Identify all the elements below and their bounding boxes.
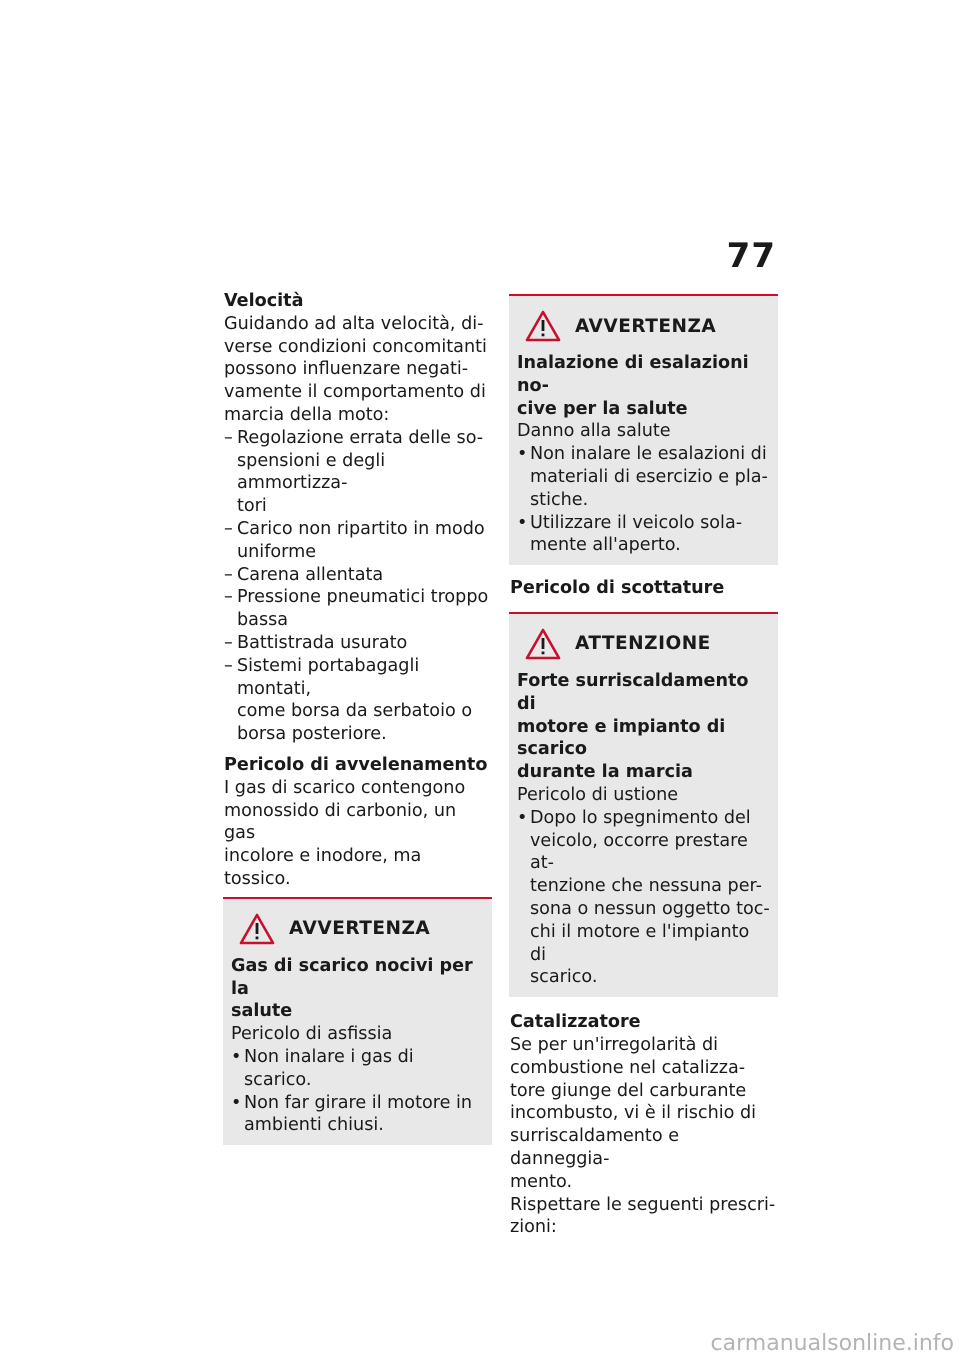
bullet-line: sona o nessun oggetto toc- [530, 898, 770, 919]
text-line: possono influenzare negati- [224, 359, 469, 380]
left-column [224, 290, 492, 1145]
list-item [224, 655, 492, 746]
text-line: monossido di carbonio, un gas [224, 800, 457, 844]
text-line: tore giunge del carburante [510, 1080, 747, 1101]
bullet-line: scarico. [530, 967, 598, 988]
speed-heading: Velocità [224, 291, 304, 311]
catalyst-text [510, 1034, 778, 1194]
caution-title-line: motore e impianto di scarico [517, 716, 726, 760]
text-line: verse condizioni concomitanti [224, 336, 487, 357]
warning-title-line: cive per la salute [517, 398, 688, 419]
text-line: mento. [510, 1171, 573, 1192]
list-line: – Carico non ripartito in modo [224, 518, 492, 541]
text-line: vamente il comportamento di [224, 382, 486, 403]
catalyst-heading: Catalizzatore [510, 1012, 641, 1033]
speed-text [224, 313, 492, 427]
list-line: come borsa da serbatoio o [237, 701, 473, 722]
text-line: incombusto, vi è il rischio di [510, 1103, 757, 1124]
bullet-line: • Utilizzare il veicolo sola- [517, 512, 770, 535]
warning-subtitle: Danno alla salute [517, 421, 671, 442]
warning-box-exhaust [223, 897, 492, 1145]
text-line: I gas di scarico contengono [224, 777, 466, 798]
poison-text [224, 777, 492, 891]
caution-title-line: durante la marcia [517, 762, 693, 783]
bullet-line: • Non far girare il motore in [231, 1092, 484, 1115]
caution-title-line: Forte surriscaldamento di [517, 670, 749, 714]
list-item [224, 586, 492, 632]
watermark-link[interactable]: carmanualsonline.info [710, 1331, 954, 1356]
burn-heading: Pericolo di scottature [510, 578, 725, 599]
warning-triangle-icon [525, 310, 561, 342]
poison-heading: Pericolo di avvelenamento [224, 754, 488, 775]
list-item [224, 518, 492, 564]
list-item [224, 632, 492, 655]
list-line: bassa [237, 610, 289, 631]
bullet-line: • Non inalare i gas di scarico. [231, 1046, 484, 1092]
text-line: combustione nel catalizza- [510, 1057, 746, 1078]
caution-box-heat [509, 612, 778, 997]
bullet-line: stiche. [530, 489, 589, 510]
warning-box-fumes [509, 294, 778, 565]
bullet-line: • Dopo lo spegnimento del [517, 807, 770, 830]
text-line: marcia della moto: [224, 404, 390, 425]
list-item [224, 564, 492, 587]
list-item [224, 427, 492, 518]
warning-title-line: salute [231, 1001, 293, 1022]
right-column [510, 294, 778, 1239]
bullet-line: mente all'aperto. [530, 535, 681, 556]
warning-triangle-icon [525, 628, 561, 660]
warning-label: AVVERTENZA [289, 918, 431, 940]
list-line: – Regolazione errata delle so- [224, 427, 492, 450]
list-line: tori [237, 496, 267, 517]
bullet-line: ambienti chiusi. [244, 1115, 384, 1136]
warning-triangle-icon [239, 913, 275, 945]
list-line: spensioni e degli ammortizza- [237, 450, 386, 494]
rules-text [510, 1194, 778, 1240]
speed-list [224, 427, 492, 746]
list-line: – Battistrada usurato [224, 632, 492, 655]
bullet-line: veicolo, occorre prestare at- [530, 830, 748, 874]
warning-title-line: Gas di scarico nocivi per la [231, 955, 473, 999]
text-line: Rispettare le seguenti prescri- [510, 1194, 776, 1215]
caution-subtitle: Pericolo di ustione [517, 784, 679, 805]
text-line: incolore e inodore, ma tossico. [224, 846, 422, 889]
bullet-line: tenzione che nessuna per- [530, 876, 762, 897]
list-line: – Carena allentata [224, 564, 492, 587]
text-line: Se per un'irregolarità di [510, 1034, 719, 1055]
bullet-line: • Non inalare le esalazioni di [517, 443, 770, 466]
list-line: borsa posteriore. [237, 724, 387, 745]
warning-subtitle: Pericolo di asfissia [231, 1024, 393, 1045]
bullet-line: materiali di esercizio e pla- [530, 466, 768, 487]
text-line: surriscaldamento e danneggia- [510, 1126, 680, 1169]
page-number: 77 [726, 236, 776, 276]
bullet-line: chi il motore e l'impianto di [530, 921, 750, 965]
list-line: uniforme [237, 541, 317, 562]
list-line: – Pressione pneumatici troppo [224, 586, 492, 609]
list-line: – Sistemi portabagagli montati, [224, 655, 492, 701]
text-line: Guidando ad alta velocità, di- [224, 313, 484, 334]
caution-label: ATTENZIONE [575, 633, 711, 655]
text-line: zioni: [510, 1217, 557, 1238]
warning-title-line: Inalazione di esalazioni no- [517, 353, 749, 396]
warning-label: AVVERTENZA [575, 315, 717, 337]
